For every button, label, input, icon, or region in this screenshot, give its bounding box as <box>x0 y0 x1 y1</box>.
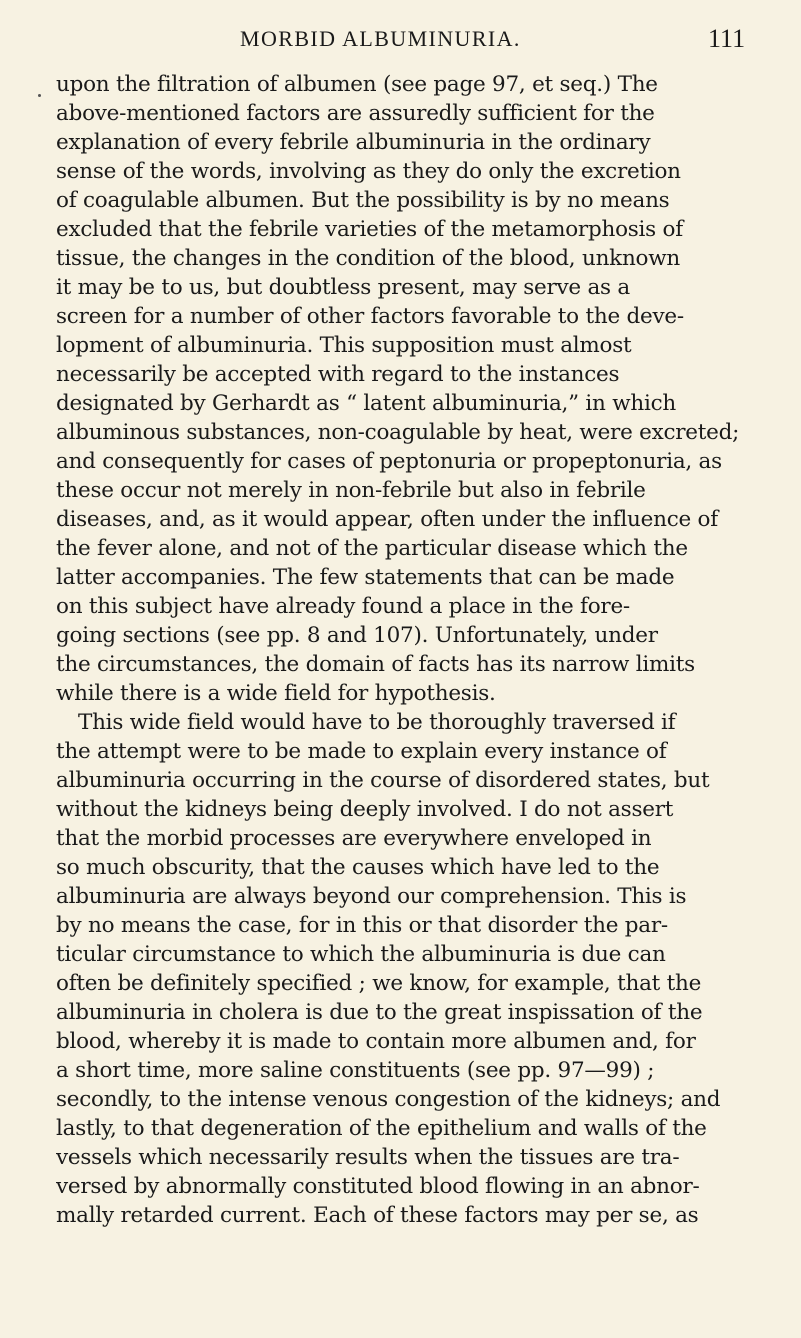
text-line: above-mentioned factors are assuredly sufficient for the <box>56 101 655 126</box>
text-line: and consequently for cases of peptonuria or propeptonuria, as <box>56 449 722 474</box>
text-line: a short time, more saline constituents (see pp. 97—99) ; <box>56 1058 655 1083</box>
text-line: lastly, to that degeneration of the epithelium and walls of the <box>56 1116 707 1141</box>
text-line: upon the filtration of albumen (see page 97, et seq.) The <box>56 72 658 97</box>
text-line: by no means the case, for in this or that disorder the par- <box>56 913 668 938</box>
text-line: diseases, and, as it would appear, often under the influence of <box>56 507 718 532</box>
text-line: latter accompanies. The few statements that can be made <box>56 565 675 590</box>
text-line: albuminuria are always beyond our comprehension. This is <box>56 884 687 909</box>
margin-mark <box>38 94 41 97</box>
text-line: the circumstances, the domain of facts has its narrow limits <box>56 652 695 677</box>
body-text <box>56 70 786 1230</box>
text-line: albuminuria in cholera is due to the great inspissation of the <box>56 1000 703 1025</box>
text-line: often be definitely specified ; we know, for example, that the <box>56 971 702 996</box>
text-line: while there is a wide field for hypothesis. <box>56 681 496 706</box>
text-line: of coagulable albumen. But the possibility is by no means <box>56 188 670 213</box>
text-line: tissue, the changes in the condition of the blood, unknown <box>56 246 680 271</box>
text-line: designated by Gerhardt as “ latent albuminuria,” in which <box>56 391 676 416</box>
running-head: MORBID ALBUMINURIA. <box>240 26 521 51</box>
text-line: blood, whereby it is made to contain more albumen and, for <box>56 1029 696 1054</box>
text-line: ticular circumstance to which the albuminuria is due can <box>56 942 666 967</box>
text-line: versed by abnormally constituted blood flowing in an abnor- <box>56 1174 700 1199</box>
text-line: these occur not merely in non-febrile but also in febrile <box>56 478 646 503</box>
text-line: without the kidneys being deeply involved. I do not assert <box>56 797 674 822</box>
text-line: necessarily be accepted with regard to the instances <box>56 362 620 387</box>
text-line: on this subject have already found a place in the fore- <box>56 594 630 619</box>
text-line: explanation of every febrile albuminuria in the ordinary <box>56 130 651 155</box>
text-line: that the morbid processes are everywhere enveloped in <box>56 826 652 851</box>
text-line: screen for a number of other factors favorable to the deve- <box>56 304 684 329</box>
text-line: so much obscurity, that the causes which have led to the <box>56 855 660 880</box>
page-number: 111 <box>708 24 746 53</box>
text-line: excluded that the febrile varieties of the metamorphosis of <box>56 217 683 242</box>
text-line: it may be to us, but doubtless present, may serve as a <box>56 275 630 300</box>
text-line: the fever alone, and not of the particular disease which the <box>56 536 688 561</box>
text-line: albuminous substances, non-coagulable by heat, were excreted; <box>56 420 740 445</box>
text-line: sense of the words, involving as they do only the excretion <box>56 159 681 184</box>
text-line: vessels which necessarily results when the tissues are tra- <box>56 1145 680 1170</box>
paragraph-start-line: This wide field would have to be thoroughly traversed if <box>78 710 676 735</box>
text-line: secondly, to the intense venous congestion of the kidneys; and <box>56 1087 721 1112</box>
text-line: going sections (see pp. 8 and 107). Unfortunately, under <box>56 623 658 648</box>
text-line: the attempt were to be made to explain every instance of <box>56 739 667 764</box>
text-line: lopment of albuminuria. This supposition must almost <box>56 333 632 358</box>
text-line: albuminuria occurring in the course of disordered states, but <box>56 768 710 793</box>
text-line: mally retarded current. Each of these factors may per se, as <box>56 1203 699 1228</box>
